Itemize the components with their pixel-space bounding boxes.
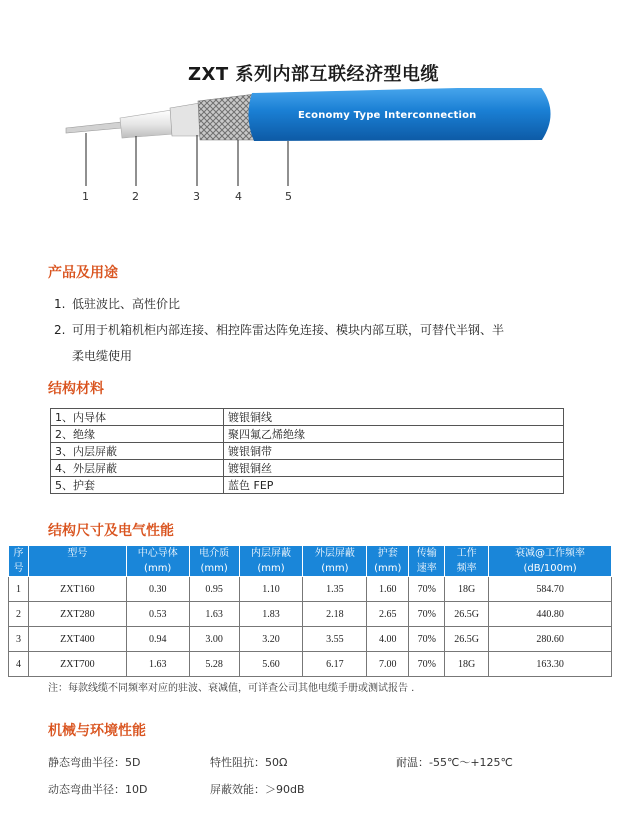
spec-cell: 4.00 <box>367 627 409 652</box>
spec-cell: 26.5G <box>445 602 489 627</box>
materials-row <box>51 426 564 443</box>
spec-header-line: (mm) <box>144 563 172 574</box>
spec-cell: 2 <box>9 602 29 627</box>
product-item-text: 低驻波比、高性价比 <box>72 297 181 311</box>
section-products: 产品及用途 <box>48 265 118 281</box>
spec-cell: 18G <box>445 577 489 602</box>
spec-row <box>9 627 612 652</box>
spec-cell: 70% <box>409 577 445 602</box>
spec-header <box>489 546 612 577</box>
spec-header-line: (mm) <box>321 563 349 574</box>
part-number-3: 3 <box>193 190 200 203</box>
spec-header-line: (dB/100m) <box>523 563 577 574</box>
product-item-2-continued: 柔电缆使用 <box>72 349 133 363</box>
spec-header-line: 频率 <box>456 563 477 574</box>
spec-cell: 3.00 <box>189 627 239 652</box>
part-number-4: 4 <box>235 190 242 203</box>
spec-header-line: (mm) <box>200 563 228 574</box>
spec-header-line: 外层屏蔽 <box>314 548 355 559</box>
section-mechanical: 机械与环境性能 <box>48 723 146 739</box>
spec-cell: 2.18 <box>303 602 367 627</box>
material-part: 4、外层屏蔽 <box>51 460 224 477</box>
spec-cell: 1.60 <box>367 577 409 602</box>
spec-cell: 1.63 <box>189 602 239 627</box>
spec-header <box>303 546 367 577</box>
spec-cell: 1.83 <box>239 602 303 627</box>
spec-header-line: 电介质 <box>199 548 230 559</box>
spec-cell: 7.00 <box>367 652 409 677</box>
spec-cell: 70% <box>409 652 445 677</box>
spec-cell: 5.28 <box>189 652 239 677</box>
spec-header-line: 工作 <box>456 548 477 559</box>
spec-cell: 3.20 <box>239 627 303 652</box>
material-value: 镀银铜线 <box>224 409 564 426</box>
section-dimensions: 结构尺寸及电气性能 <box>48 523 174 539</box>
material-value: 蓝色 FEP <box>224 477 564 494</box>
spec-header-line: 中心导体 <box>137 548 178 559</box>
inner-conductor <box>66 122 122 133</box>
materials-row <box>51 477 564 494</box>
dielectric <box>120 110 174 138</box>
spec-cell: 6.17 <box>303 652 367 677</box>
spec-cell: 163.30 <box>489 652 612 677</box>
spec-header-line: 速率 <box>416 563 437 574</box>
material-value: 镀银铜带 <box>224 443 564 460</box>
materials-table <box>50 408 564 494</box>
material-part: 2、绝缘 <box>51 426 224 443</box>
spec-cell: 440.80 <box>489 602 612 627</box>
spec-row <box>9 577 612 602</box>
spec-header-line <box>29 561 126 576</box>
spec-cell: 1 <box>9 577 29 602</box>
product-item-text: 可用于机箱机柜内部连接、相控阵雷达阵免连接、模块内部互联，可替代半钢、半 <box>72 323 505 337</box>
static-bend-radius: 静态弯曲半径：5D <box>48 756 141 769</box>
spec-cell: 18G <box>445 652 489 677</box>
inner-shield <box>170 103 202 136</box>
spec-cell: 0.94 <box>126 627 189 652</box>
spec-cell: 3.55 <box>303 627 367 652</box>
spec-cell: 1.63 <box>126 652 189 677</box>
materials-row <box>51 460 564 477</box>
spec-header <box>409 546 445 577</box>
spec-header <box>126 546 189 577</box>
spec-cell: 3 <box>9 627 29 652</box>
spec-cell: 1.35 <box>303 577 367 602</box>
page-title: ZXT 系列内部互联经济型电缆 <box>188 64 439 85</box>
cable-label: Economy Type Interconnection <box>298 110 477 121</box>
spec-cell: ZXT400 <box>28 627 126 652</box>
characteristic-impedance: 特性阻抗：50Ω <box>210 756 288 769</box>
part-number-1: 1 <box>82 190 89 203</box>
dynamic-bend-radius: 动态弯曲半径：10D <box>48 783 148 796</box>
spec-cell: 70% <box>409 627 445 652</box>
part-number-2: 2 <box>132 190 139 203</box>
spec-cell: 280.60 <box>489 627 612 652</box>
spec-header <box>189 546 239 577</box>
spec-cell: 70% <box>409 602 445 627</box>
spec-header-line: 号 <box>13 563 24 574</box>
spec-header-line: (mm) <box>374 563 402 574</box>
spec-cell: 0.95 <box>189 577 239 602</box>
part-number-5: 5 <box>285 190 292 203</box>
spec-header-line: 序 <box>13 548 24 559</box>
material-part: 3、内层屏蔽 <box>51 443 224 460</box>
spec-header <box>445 546 489 577</box>
spec-header-line: 内层屏蔽 <box>251 548 291 559</box>
materials-row <box>51 443 564 460</box>
footnote: 注：每款线缆不同频率对应的驻波、衰减值，可详查公司其他电缆手册或测试报告 . <box>48 683 415 694</box>
spec-cell: ZXT160 <box>28 577 126 602</box>
spec-cell: 0.30 <box>126 577 189 602</box>
spec-cell: ZXT700 <box>28 652 126 677</box>
spec-header-line: 衰减@工作频率 <box>515 548 586 559</box>
spec-cell: 2.65 <box>367 602 409 627</box>
spec-header-line: 护套 <box>377 548 398 559</box>
spec-header-line: (mm) <box>257 563 285 574</box>
section-structure: 结构材料 <box>48 381 104 397</box>
spec-header <box>9 546 29 577</box>
spec-cell: ZXT280 <box>28 602 126 627</box>
spec-cell: 0.53 <box>126 602 189 627</box>
spec-table <box>8 545 612 677</box>
material-part: 5、护套 <box>51 477 224 494</box>
spec-header <box>239 546 303 577</box>
spec-cell: 5.60 <box>239 652 303 677</box>
product-item-1 <box>54 295 180 312</box>
spec-cell: 26.5G <box>445 627 489 652</box>
spec-header <box>367 546 409 577</box>
spec-header-line: 传输 <box>416 548 437 559</box>
spec-cell: 1.10 <box>239 577 303 602</box>
product-item-2 <box>54 321 504 338</box>
spec-header <box>28 546 126 577</box>
product-item-number: 1. <box>54 297 66 311</box>
material-part: 1、内导体 <box>51 409 224 426</box>
material-value: 镀银铜丝 <box>224 460 564 477</box>
spec-cell: 584.70 <box>489 577 612 602</box>
material-value: 聚四氟乙烯绝缘 <box>224 426 564 443</box>
shielding-effectiveness: 屏蔽效能：＞90dB <box>210 783 305 796</box>
spec-row <box>9 602 612 627</box>
spec-header-line: 型号 <box>67 548 88 559</box>
materials-row <box>51 409 564 426</box>
spec-cell: 4 <box>9 652 29 677</box>
spec-row <box>9 652 612 677</box>
temperature-range: 耐温：-55℃～+125℃ <box>396 756 513 769</box>
product-item-number: 2. <box>54 323 66 337</box>
